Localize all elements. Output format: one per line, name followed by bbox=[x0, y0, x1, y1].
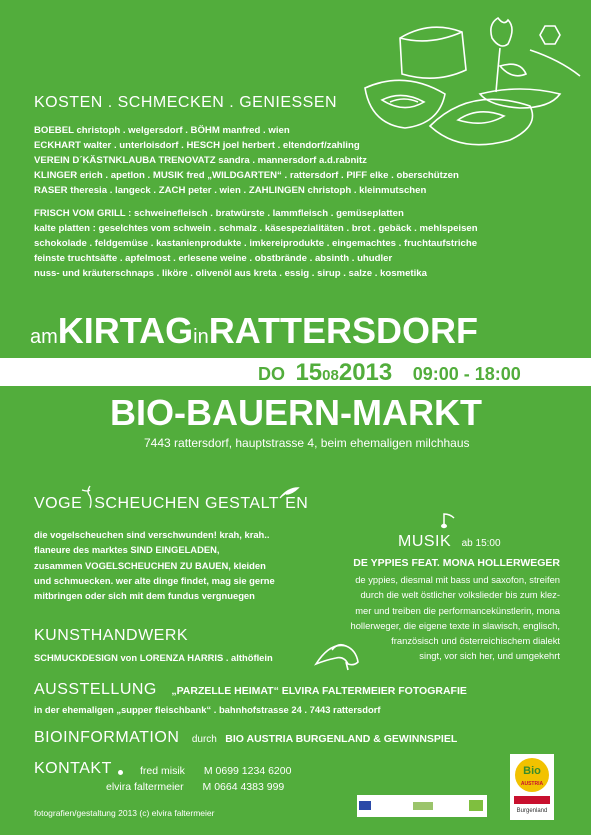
exhibition-line: in der ehemaligen „supper fleischbank“ . bahnhofstrasse 24 . 7443 rattersdorf bbox=[34, 704, 381, 715]
date-day: 15 bbox=[295, 359, 323, 386]
bio-badge-region: Burgenland bbox=[516, 808, 548, 814]
scarecrow-heading bbox=[34, 495, 308, 513]
event-title bbox=[30, 310, 478, 352]
vendor-line: RASER theresia . langeck . ZACH peter . wien . ZAHLINGEN christoph . kleinmutschen bbox=[34, 185, 427, 196]
date-year: 2013 bbox=[338, 359, 393, 386]
event-time: 09:00 - 18:00 bbox=[412, 364, 521, 384]
music-line: de yppies, diesmal mit bass und saxofon, streifen bbox=[355, 574, 560, 585]
market-address: 7443 rattersdorf, hauptstrasse 4, beim ehemaligen milchhaus bbox=[144, 436, 470, 450]
bio-austria-logo bbox=[510, 754, 554, 820]
title-in: in bbox=[193, 326, 209, 348]
eu-flag-logo bbox=[359, 801, 371, 810]
market-name: BIO-BAUERN-MARKT bbox=[110, 392, 482, 433]
music-line: singt, vor sich her, und umgekehrt bbox=[419, 650, 560, 662]
eu-organic-logo bbox=[469, 800, 483, 811]
craft-heading: KUNSTHANDWERK bbox=[34, 627, 189, 644]
contact-bullet bbox=[118, 770, 123, 775]
vendor-line: VEREIN D´KÄSTNKLAUBA TRENOVATZ sandra . mannersdorf a.d.rabnitz bbox=[34, 155, 367, 166]
bird-icon bbox=[278, 486, 300, 500]
exhibition-heading-row bbox=[34, 681, 467, 699]
bio-heading: BIOINFORMATION bbox=[34, 729, 180, 746]
bird-icon bbox=[80, 484, 100, 508]
music-heading bbox=[398, 533, 501, 551]
title-town: RATTERSDORF bbox=[208, 310, 479, 351]
leader-logo bbox=[413, 802, 433, 810]
craft-line: SCHMUCKDESIGN von LORENZA HARRIS . althöflein bbox=[34, 652, 273, 663]
footer-credit: fotografien/gestaltung 2013 (c) elvira faltermeier bbox=[34, 808, 215, 818]
vendor-line: BOEBEL christoph . welgersdorf . BÖHM manfred . wien bbox=[34, 125, 290, 136]
product-line: schokolade . feldgemüse . kastanienprodukte . imkereiprodukte . eingemachtes . fruchtaufstriche bbox=[34, 238, 478, 249]
date-weekday: DO bbox=[258, 364, 285, 384]
scarecrow-heading-part: EN bbox=[285, 495, 309, 512]
scarecrow-line: mitbringen oder sich mit dem fundus vergnuegen bbox=[34, 590, 255, 602]
vendor-line: KLINGER erich . apetlon . MUSIK fred „WILDGARTEN“ . rattersdorf . PIFF elke . oberschützen bbox=[34, 170, 459, 181]
music-line: französisch und österreichischem dialekt bbox=[391, 635, 560, 647]
contact-row bbox=[140, 765, 291, 777]
music-band: DE YPPIES FEAT. MONA HOLLERWEGER bbox=[353, 557, 560, 569]
exhibition-title: „PARZELLE HEIMAT“ ELVIRA FALTERMEIER FOTOGRAFIE bbox=[171, 685, 467, 697]
event-date bbox=[258, 359, 521, 387]
scarecrow-line: zusammen VOGELSCHEUCHEN ZU BAUEN, kleiden bbox=[34, 559, 266, 571]
music-line: hollerweger, die eigene texte in slawisch, englisch, bbox=[350, 619, 560, 631]
scarecrow-heading-part: SCHEUCHEN GESTALT bbox=[94, 495, 280, 512]
bio-row bbox=[34, 729, 457, 747]
product-line: feinste truchtsäfte . apfelmost . erlesene weine . obstbrände . absinth . uhudler bbox=[34, 253, 393, 264]
product-list bbox=[34, 206, 564, 281]
music-line: mer und treiben die performancekünstlerin, mona bbox=[355, 604, 560, 616]
scarecrow-heading-part: VOGE bbox=[34, 495, 83, 512]
contact-heading: KONTAKT bbox=[34, 760, 112, 777]
music-note-icon bbox=[440, 512, 458, 530]
tagline: KOSTEN . SCHMECKEN . GENIESSEN bbox=[34, 94, 338, 111]
title-kirtag: KIRTAG bbox=[57, 310, 194, 351]
product-line: FRISCH VOM GRILL : schweinefleisch . bratwürste . lammfleisch . gemüseplatten bbox=[34, 208, 404, 219]
bio-by: durch bbox=[191, 734, 217, 745]
bio-badge-stripe bbox=[514, 796, 550, 804]
sponsor-logos bbox=[357, 795, 487, 817]
date-month: 08 bbox=[322, 367, 339, 384]
vendor-line: ECKHART walter . unterloisdorf . HESCH joel herbert . eltendorf/zahling bbox=[34, 140, 360, 151]
contact-name: elvira faltermeier bbox=[106, 781, 184, 793]
contact-row bbox=[106, 781, 284, 793]
scarecrow-line: die vogelscheuchen sind verschwunden! krah, krah.. bbox=[34, 529, 270, 540]
contact-phone: M 0664 4383 999 bbox=[202, 781, 285, 793]
scarecrow-line: und schmuecken. wer alte dinge findet, mag sie gerne bbox=[34, 574, 275, 586]
contact-name: fred misik bbox=[140, 765, 185, 777]
exhibition-heading: AUSSTELLUNG bbox=[34, 681, 157, 698]
bio-org: BIO AUSTRIA BURGENLAND & GEWINNSPIEL bbox=[225, 733, 458, 745]
contact-phone: M 0699 1234 6200 bbox=[203, 765, 292, 777]
music-time: ab 15:00 bbox=[461, 538, 501, 549]
music-line: durch die welt östlicher volkslieder bis zum klez- bbox=[360, 589, 560, 601]
music-title: MUSIK bbox=[398, 533, 452, 550]
shoe-icon bbox=[312, 638, 362, 672]
product-line: nuss- und kräuterschnaps . liköre . olivenöl aus kreta . essig . sirup . salze . kosmetika bbox=[34, 268, 427, 279]
scarecrow-line: flaneure des marktes SIND EINGELADEN, bbox=[34, 544, 220, 556]
product-line: kalte platten : geselchtes vom schwein . schmalz . käsespezialitäten . brot . gebäck . mehlspeisen bbox=[34, 223, 478, 234]
bio-badge-subtext: AUSTRIA bbox=[520, 781, 544, 787]
title-am: am bbox=[30, 326, 58, 348]
bio-badge-text: Bio bbox=[523, 765, 541, 777]
vendor-list bbox=[34, 123, 554, 198]
